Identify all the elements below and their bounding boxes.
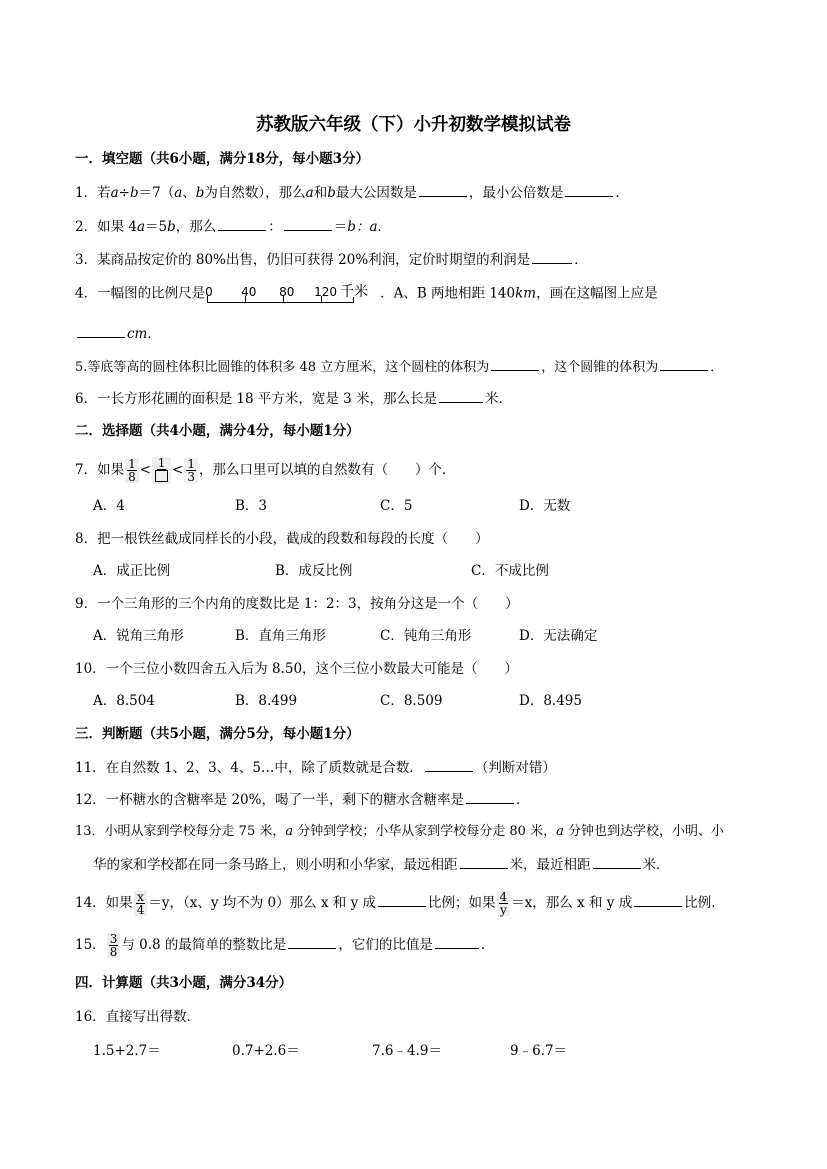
q13-text: 13．小明从家到学校每分走 75 米， (75, 824, 286, 839)
q11-text: （判断对错） (474, 760, 556, 776)
answer-blank[interactable] (491, 357, 539, 371)
question-10: 10．一个三位小数四舍五入后为 8.50，这个三位小数最大可能是（ ） (75, 661, 519, 677)
option-a[interactable]: A．锐角三角形 (93, 628, 184, 644)
fraction (497, 891, 511, 916)
option-c[interactable]: C．钝角三角形 (380, 628, 472, 644)
page-title: 苏教版六年级（下）小升初数学模拟试卷 (256, 115, 571, 135)
q1-var: a (174, 185, 183, 201)
option-d[interactable]: D．8.495 (519, 693, 582, 709)
option-a[interactable]: A．成正比例 (93, 563, 171, 579)
answer-blank[interactable] (425, 758, 473, 772)
q2-text: ． (377, 219, 391, 235)
q5-text: 5.等底等高的圆柱体积比圆锥的体积多 48 立方厘米，这个圆柱的体积为 (75, 360, 490, 375)
q2-text: ： (268, 219, 282, 235)
scale-label: 40 (241, 285, 257, 299)
q7-text: ，那么口里可以填的自然数有（ ）个． (199, 462, 456, 478)
denominator: 8 (109, 945, 118, 959)
q4-text: ． (147, 326, 161, 342)
q15-text: ． (480, 937, 495, 953)
question-13 (75, 823, 724, 841)
fraction (134, 891, 148, 916)
answer-blank[interactable] (565, 183, 613, 197)
q12-text: 12．一杯糖水的含糖率是 20%，喝了一半，剩下的糖水含糖率是 (75, 792, 464, 808)
answer-blank[interactable] (660, 357, 708, 371)
calc-item: 1.5+2.7＝ (93, 1043, 161, 1059)
q13-text: 分钟到学校；小华从家到学校每分走 80 米， (293, 824, 557, 839)
answer-blank[interactable] (378, 893, 426, 907)
option-d[interactable]: D．无法确定 (519, 628, 598, 644)
q6-text: 6．一长方形花圃的面积是 18 平方米，宽是 3 米，那么长是 (75, 391, 438, 407)
q5-text: ，这个圆锥的体积为 (541, 360, 659, 375)
answer-blank[interactable] (77, 324, 125, 338)
question-12 (75, 790, 529, 809)
option-c[interactable]: C．8.509 (380, 693, 443, 709)
answer-blank[interactable] (419, 183, 467, 197)
calc-item: 7.6﹣4.9＝ (372, 1043, 442, 1059)
q14-text: 14．如果 (75, 895, 133, 911)
question-11 (75, 758, 556, 777)
question-5 (75, 357, 723, 377)
q2-text: ，那么 (175, 219, 217, 235)
numerator: 4 (499, 890, 508, 904)
q4-text: 4．一幅图的比例尺是 (75, 285, 206, 302)
numerator: 1 (128, 457, 136, 471)
q1-var: a (305, 185, 314, 201)
option-d[interactable]: D．无数 (519, 498, 571, 514)
q6-text: 米． (485, 391, 513, 407)
q7-text: 7．如果 (75, 462, 125, 478)
question-7 (75, 457, 456, 484)
q13-text: 分钟也到达学校，小明、小 (563, 824, 724, 839)
scale-unit: 千米 (340, 284, 369, 300)
q1-text: ． (615, 185, 629, 201)
q1-text: 1．若 (75, 185, 111, 201)
option-a[interactable]: A．4 (93, 498, 125, 514)
q1-text: ，最小公倍数是 (468, 185, 564, 201)
q12-text: ． (515, 792, 530, 808)
section-1-heading: 一．填空题（共6小题，满分18分，每小题3分） (75, 151, 370, 167)
numerator: 3 (109, 932, 118, 946)
option-c[interactable]: C．不成比例 (471, 563, 549, 579)
q2-var: b (167, 219, 176, 235)
q3-text: 3．某商品按定价的 80%出售，仍旧可获得 20%利润，定价时期望的利润是 (75, 252, 531, 268)
denominator: 4 (136, 903, 145, 917)
q1-text: 最大公因数是 (335, 185, 417, 201)
q2-var: b：a (347, 219, 378, 235)
q13-text: 米． (642, 857, 670, 873)
q1-text: ＝7（ (138, 185, 175, 201)
q1-text: 和 (313, 185, 328, 201)
calc-item: 9﹣6.7＝ (510, 1043, 568, 1059)
scale-label: 0 (205, 285, 213, 299)
q15-text: 15． (75, 937, 106, 953)
question-16: 16．直接写出得数． (75, 1009, 201, 1025)
answer-blank[interactable] (435, 935, 479, 949)
fraction (152, 457, 171, 484)
question-8: 8．把一根铁丝截成同样长的小段，截成的段数和每段的长度（ ） (75, 531, 489, 547)
scale-label: 120 (314, 285, 337, 299)
q4-text: ，画在这幅图上应是 (536, 285, 658, 302)
option-c[interactable]: C．5 (380, 498, 413, 514)
fraction (107, 933, 121, 958)
option-b[interactable]: B．直角三角形 (235, 628, 326, 644)
question-1 (75, 183, 629, 202)
q13-var: a (556, 824, 564, 839)
q4-unit: km (515, 285, 537, 302)
answer-blank[interactable] (284, 217, 332, 231)
question-14 (75, 890, 725, 916)
question-3 (75, 250, 588, 269)
option-b[interactable]: B．成反比例 (275, 563, 353, 579)
denominator: 8 (128, 470, 136, 484)
q11-text: 11．在自然数 1、2、3、4、5…中，除了质数就是合数． (75, 760, 423, 776)
q14-text: ＝x，那么 x 和 y 成 (511, 895, 633, 911)
question-15 (75, 932, 494, 958)
denominator: 3 (187, 470, 195, 484)
numerator: x (137, 890, 144, 904)
fraction (184, 458, 198, 483)
less-than-sign: < (172, 462, 184, 478)
option-a[interactable]: A．8.504 (93, 693, 155, 709)
answer-blank[interactable] (593, 855, 641, 869)
calc-item: 0.7+2.6＝ (232, 1043, 300, 1059)
scale-label: 80 (279, 285, 295, 299)
answer-blank[interactable] (288, 935, 336, 949)
q1-text: 、 (182, 185, 196, 201)
q3-text: ． (574, 252, 588, 268)
question-4 (75, 283, 658, 305)
question-4-cont (75, 324, 161, 343)
question-2 (75, 217, 391, 236)
denominator: y (499, 903, 507, 917)
fraction (125, 458, 139, 483)
q1-var: a÷b (110, 185, 139, 201)
q15-text: 与 0.8 的最简单的整数比是 (121, 937, 287, 953)
q4-unit: cm (127, 326, 148, 342)
answer-blank[interactable] (466, 790, 514, 804)
numerator: 1 (187, 457, 195, 471)
q2-text: ＝5 (145, 219, 168, 235)
option-b[interactable]: B．3 (235, 498, 268, 514)
question-6 (75, 389, 512, 408)
q1-var: b (195, 185, 205, 201)
numerator: 1 (157, 456, 166, 470)
option-b[interactable]: B．8.499 (235, 693, 298, 709)
answer-blank[interactable] (634, 893, 682, 907)
less-than-sign: < (139, 462, 152, 478)
answer-blank[interactable] (532, 250, 572, 264)
q2-text: ＝ (333, 219, 348, 235)
question-13-cont (93, 855, 670, 874)
q13-text: 华的家和学校都在同一条马路上，则小明和小华家，最远相距 (93, 857, 458, 873)
denominator-box (154, 470, 169, 484)
answer-blank[interactable] (439, 389, 483, 403)
q14-text: 比例；如果 (428, 895, 496, 911)
answer-blank[interactable] (460, 855, 508, 869)
section-3-heading: 三．判断题（共5小题，满分5分，每小题1分） (75, 726, 360, 742)
section-4-heading: 四．计算题（共3小题，满分34分） (75, 975, 293, 991)
answer-blank[interactable] (218, 217, 266, 231)
empty-box (155, 470, 168, 482)
q5-text: ． (710, 360, 724, 375)
question-9: 9．一个三角形的三个内角的度数比是 1：2：3，按角分这是一个（ ） (75, 596, 519, 612)
scale-bar-figure (205, 283, 380, 305)
q4-text: ．A、B 两地相距 140 (380, 285, 516, 302)
q2-text: 2．如果 4 (75, 219, 137, 235)
section-2-heading: 二．选择题（共4小题，满分4分，每小题1分） (75, 423, 360, 439)
q13-var: a (285, 824, 294, 839)
q15-text: ，它们的比值是 (338, 937, 433, 953)
q13-text: 米，最近相距 (509, 857, 591, 873)
q2-var: a (136, 219, 146, 235)
q14-text: 比例． (684, 895, 725, 911)
q14-text: ＝y，（x、y 均不为 0）那么 x 和 y 成 (148, 895, 377, 911)
q1-var: b (327, 185, 336, 201)
q1-text: 为自然数），那么 (204, 185, 306, 201)
